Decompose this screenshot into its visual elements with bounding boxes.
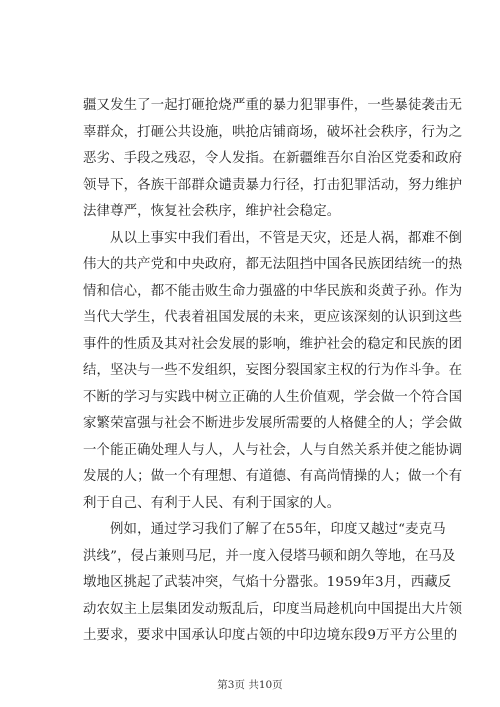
paragraph-3-first-line [83, 517, 446, 544]
paragraph-1-line: 法律尊严，恢复社会秩序，维护社会稳定。 [83, 204, 341, 219]
paragraph-3-line: 墩地区挑起了武装冲突，气焰十分嚣张。1959年3月，西藏反 [83, 575, 452, 590]
paragraph-1-line: 辜群众，打砸公共设施，哄抢店铺商场，破坏社会秩序，行为之 [83, 124, 463, 140]
paragraph-2-line: 事件的性质及其对社会发展的影响，维护社会的稳定和民族的团 [83, 336, 463, 352]
paragraph-2-line: 当代大学生，代表着祖国发展的未来，更应该深刻的认识到这些 [83, 310, 463, 325]
paragraph-2-line: 不断的学习与实践中树立正确的人生价值观，学会做一个符合国 [83, 389, 463, 405]
document-body [83, 93, 463, 650]
paragraph-2-line: 家繁荣富强与社会不断进步发展所需要的人格健全的人；学会做 [83, 416, 463, 431]
page-number-footer: 第3页 共10页 [217, 679, 283, 691]
paragraph-3-line: 土要求，要求中国承认印度占领的中印边境东段9万平方公里的 [83, 628, 458, 643]
paragraph-2-line: 情和信心，都不能击败生命力强盛的中华民族和炎黄子孙。作为 [83, 283, 463, 299]
paragraph-1 [83, 93, 463, 226]
paragraph-3-line: 例如，通过学习我们了解了在55年，印度又越过“麦克马 [110, 522, 446, 537]
paragraph-2-line: 利于自己、有利于人民、有利于国家的人。 [83, 495, 341, 511]
paragraph-2-line: 一个能正确处理人与人，人与社会，人与自然关系并使之能协调 [83, 442, 463, 458]
paragraph-3 [83, 517, 463, 650]
paragraph-3-line: 洪线”，侵占兼则马尼，并一度入侵塔马顿和朗久等地，在马及 [83, 548, 456, 564]
paragraph-2-line: 发展的人；做一个有理想、有道德、有高尚情操的人；做一个有 [83, 469, 463, 484]
paragraph-1-line: 恶劣、手段之残忍，令人发指。在新疆维吾尔自治区党委和政府 [83, 151, 463, 166]
paragraph-2 [83, 226, 463, 518]
paragraph-1-line: 疆又发生了一起打砸抢烧严重的暴力犯罪事件，一些暴徒袭击无 [83, 98, 463, 113]
paragraph-2-line: 结，坚决与一些不发组织，妄图分裂国家主权的行为作斗争。在 [83, 363, 463, 378]
paragraph-3-line: 动农奴主上层集团发动叛乱后，印度当局趁机向中国提出大片领 [83, 601, 463, 617]
paragraph-2-line: 伟大的共产党和中央政府，都无法阻挡中国各民族团结统一的热 [83, 257, 463, 272]
paragraph-1-line: 领导下，各族干部群众谴责暴力行径，打击犯罪活动，努力维护 [83, 177, 463, 193]
paragraph-2-first-line [83, 226, 463, 253]
paragraph-2-line: 从以上事实中我们看出，不管是天灾，还是人祸，都难不倒 [110, 230, 463, 246]
